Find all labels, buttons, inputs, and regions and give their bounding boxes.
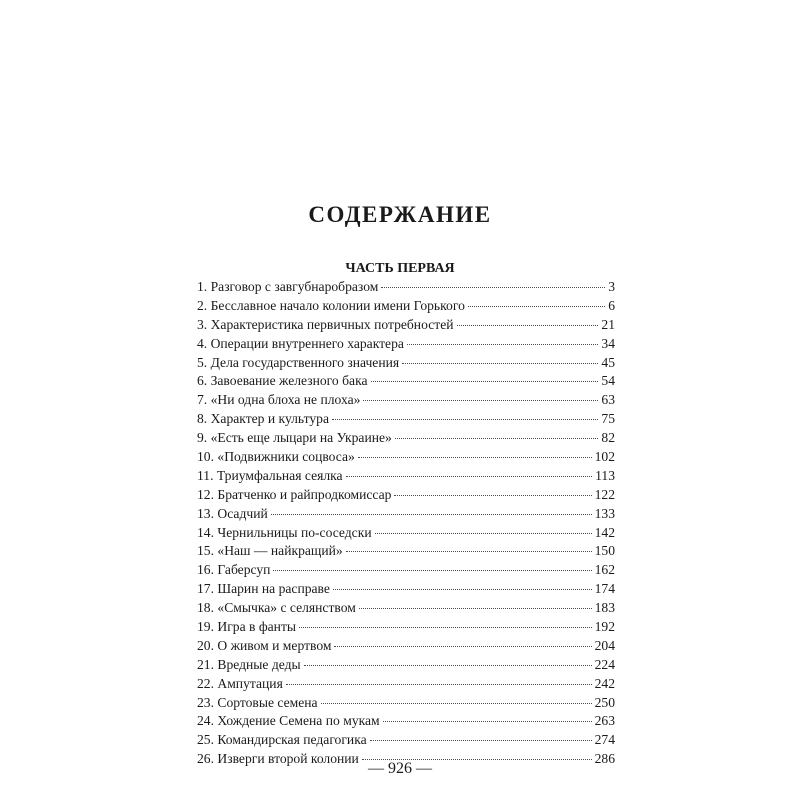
toc-entry-title: 15. «Наш — найкращий» xyxy=(197,543,343,559)
toc-entry-title: 24. Хождение Семена по мукам xyxy=(197,713,380,729)
toc-leader-dots xyxy=(381,286,605,288)
toc-entry xyxy=(197,448,615,467)
toc-leader-dots xyxy=(370,739,592,741)
toc-entry-title: 17. Шарин на расправе xyxy=(197,581,330,597)
toc-leader-dots xyxy=(359,607,592,609)
toc-entry-title: 16. Габерсуп xyxy=(197,562,271,578)
toc-entry-page: 162 xyxy=(594,562,615,578)
toc-entry xyxy=(197,429,615,448)
toc-entry xyxy=(197,486,615,505)
toc-entry-page: 263 xyxy=(594,713,615,729)
toc-leader-dots xyxy=(375,532,592,534)
toc-entry-page: 174 xyxy=(594,581,615,597)
toc-entry xyxy=(197,505,615,524)
toc-entry-page: 6 xyxy=(608,297,615,313)
toc-entry xyxy=(197,278,615,297)
toc-entry-page: 3 xyxy=(608,279,615,294)
toc-entry-title: 12. Братченко и райпродкомиссар xyxy=(197,486,392,502)
toc-leader-dots xyxy=(333,588,592,590)
toc-entry-page: 102 xyxy=(594,449,615,465)
toc-leader-dots xyxy=(334,645,591,647)
toc-entry-page: 242 xyxy=(594,675,615,691)
toc-leader-dots xyxy=(394,494,591,496)
toc-entry-page: 224 xyxy=(594,656,615,672)
toc-entry-title: 20. О живом и мертвом xyxy=(197,637,332,653)
toc-entry-title: 8. Характер и культура xyxy=(197,411,330,427)
page-title: СОДЕРЖАНИЕ xyxy=(308,202,492,227)
toc-leader-dots xyxy=(271,513,592,515)
toc-entry xyxy=(197,656,615,675)
toc-entry-page: 286 xyxy=(594,751,615,767)
toc-entry xyxy=(197,561,615,580)
toc-entry-title: 21. Вредные деды xyxy=(197,656,301,672)
toc-entry-page: 142 xyxy=(594,524,615,540)
toc-entry xyxy=(197,618,615,637)
toc-entry-page: 34 xyxy=(601,335,615,351)
toc-entry-title: 10. «Подвижники соцвоса» xyxy=(197,449,355,465)
toc-entry-title: 7. «Ни одна блоха не плоха» xyxy=(197,392,361,408)
part-heading: ЧАСТЬ ПЕРВАЯ xyxy=(345,261,455,276)
toc-entry xyxy=(197,410,615,429)
toc-entry xyxy=(197,599,615,618)
toc-entry-title: 19. Игра в фанты xyxy=(197,619,297,635)
toc-leader-dots xyxy=(304,664,592,666)
toc-entry-page: 45 xyxy=(601,354,615,370)
toc-leader-dots xyxy=(395,437,599,439)
toc-entry xyxy=(197,467,615,486)
toc-leader-dots xyxy=(346,550,592,552)
toc-entry-page: 133 xyxy=(594,505,615,521)
toc-entry-title: 3. Характеристика первичных потребностей xyxy=(197,316,454,332)
toc-entry-page: 113 xyxy=(595,467,615,483)
toc-entry-page: 183 xyxy=(594,600,615,616)
toc-entry-page: 75 xyxy=(601,411,615,427)
toc-leader-dots xyxy=(371,380,599,382)
toc-entry-page: 192 xyxy=(594,619,615,635)
toc-leader-dots xyxy=(273,569,591,571)
toc-leader-dots xyxy=(407,343,598,345)
toc-entry xyxy=(197,391,615,410)
toc-entry-title: 1. Разговор с завгубнаробразом xyxy=(197,279,379,294)
toc-entry-title: 2. Бесславное начало колонии имени Горького xyxy=(197,297,465,313)
toc-entry-title: 22. Ампутация xyxy=(197,675,283,691)
toc-entry-title: 23. Сортовые семена xyxy=(197,694,318,710)
toc-leader-dots xyxy=(363,399,598,401)
toc-entry-page: 63 xyxy=(601,392,615,408)
toc-entry-title: 18. «Смычка» с селянством xyxy=(197,600,356,616)
toc-entry xyxy=(197,712,615,731)
toc-entry xyxy=(197,675,615,694)
toc-leader-dots xyxy=(346,475,593,477)
toc-entry-title: 25. Командирская педагогика xyxy=(197,732,367,748)
toc-entry xyxy=(197,694,615,713)
toc-leader-dots xyxy=(468,305,605,307)
toc-entry-title: 26. Изверги второй колонии xyxy=(197,751,359,767)
toc-entry-page: 122 xyxy=(594,486,615,502)
toc-entry-title: 5. Дела государственного значения xyxy=(197,354,400,370)
toc-entry-page: 274 xyxy=(594,732,615,748)
toc-entry-page: 82 xyxy=(601,430,615,446)
table-of-contents xyxy=(197,278,615,769)
toc-leader-dots xyxy=(332,418,598,420)
toc-entry xyxy=(197,542,615,561)
toc-entry xyxy=(197,335,615,354)
toc-entry xyxy=(197,524,615,543)
toc-entry xyxy=(197,637,615,656)
toc-entry-page: 21 xyxy=(601,316,615,332)
toc-leader-dots xyxy=(286,683,592,685)
toc-entry-page: 150 xyxy=(594,543,615,559)
toc-entry-title: 11. Триумфальная сеялка xyxy=(197,467,343,483)
toc-entry-title: 4. Операции внутреннего характера xyxy=(197,335,404,351)
toc-entry xyxy=(197,297,615,316)
toc-leader-dots xyxy=(383,720,592,722)
toc-entry xyxy=(197,316,615,335)
toc-leader-dots xyxy=(457,324,599,326)
toc-leader-dots xyxy=(402,362,598,364)
toc-entry-title: 14. Чернильницы по-соседски xyxy=(197,524,372,540)
toc-entry xyxy=(197,354,615,373)
page-number: — 926 — xyxy=(368,760,432,777)
toc-entry-title: 9. «Есть еще лыцари на Украине» xyxy=(197,430,392,446)
toc-entry-page: 54 xyxy=(601,373,615,389)
toc-entry-page: 250 xyxy=(594,694,615,710)
toc-entry xyxy=(197,372,615,391)
toc-entry-title: 13. Осадчий xyxy=(197,505,268,521)
toc-entry-title: 6. Завоевание железного бака xyxy=(197,373,368,389)
toc-entry xyxy=(197,580,615,599)
toc-leader-dots xyxy=(321,702,592,704)
toc-leader-dots xyxy=(358,456,592,458)
toc-entry xyxy=(197,731,615,750)
toc-entry-page: 204 xyxy=(594,637,615,653)
toc-leader-dots xyxy=(299,626,592,628)
